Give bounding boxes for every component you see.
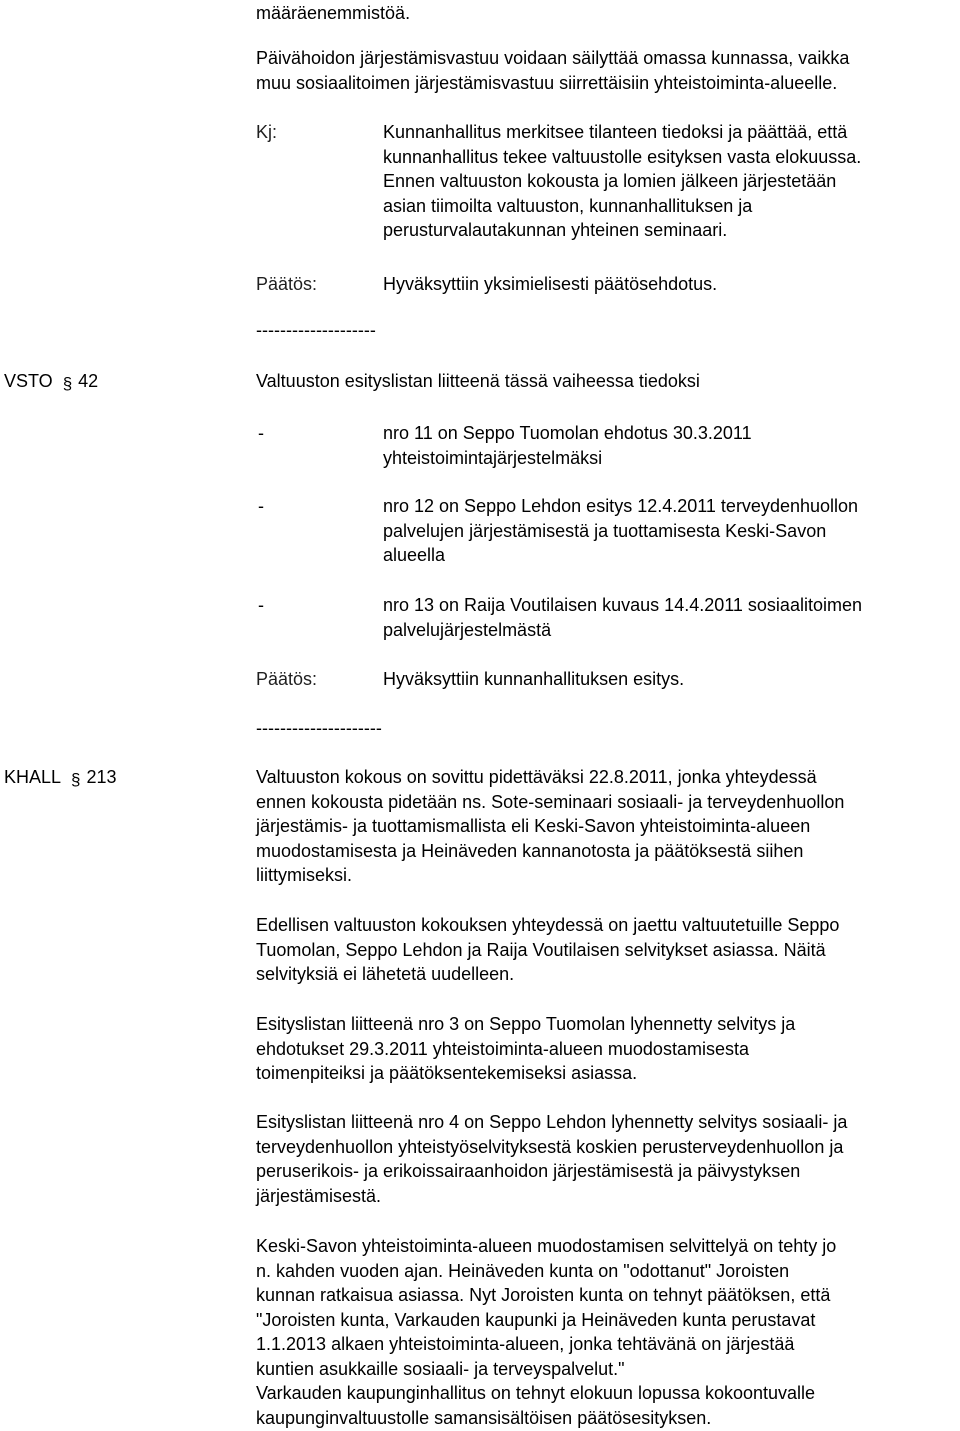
attachments-intro: Valtuuston esityslistan liitteenä tässä vaiheessa tiedoksi — [256, 371, 700, 391]
list-dash: - — [258, 595, 264, 615]
paragraph-line: n. kahden vuoden ajan. Heinäveden kunta on "odottanut" Joroisten — [256, 1260, 790, 1281]
list-item-line: nro 13 on Raija Voutilaisen kuvaus 14.4.2011 sosiaalitoimen — [383, 595, 862, 615]
daycare-paragraph — [256, 46, 849, 95]
body-code: VSTO — [4, 371, 53, 391]
proposal-line: Ennen valtuuston kokousta ja lomien jälkeen järjestetään — [383, 171, 837, 191]
paragraph-line: kuntien asukkaille sosiaali- ja terveyspalvelut." — [256, 1358, 625, 1379]
paragraph-line: järjestämisestä. — [256, 1185, 382, 1206]
decision-text: Hyväksyttiin kunnanhallituksen esitys. — [383, 669, 685, 689]
paragraph-line: Keski-Savon yhteistoiminta-alueen muodostamisen selvittelyä on tehty jo — [256, 1236, 837, 1256]
list-item-line: nro 11 on Seppo Tuomolan ehdotus 30.3.2011 — [383, 423, 752, 443]
paragraph-line: ehdotukset 29.3.2011 yhteistoiminta-alueen muodostamisesta — [256, 1038, 749, 1059]
section-sign-icon: § — [71, 770, 81, 789]
paragraph-line: Edellisen valtuuston kokouksen yhteydessä on jaettu valtuutetuille Seppo — [256, 915, 840, 935]
paragraph-line: muu sosiaalitoimen järjestämisvastuu siirrettäisiin yhteistoiminta-alueelle. — [256, 72, 838, 93]
khall-paragraph — [256, 1234, 836, 1430]
paragraph-line: Varkauden kaupunginhallitus on tehnyt elokuun lopussa kokoontuvalle — [256, 1383, 816, 1403]
list-item — [383, 421, 752, 470]
khall-paragraph — [256, 1110, 847, 1208]
decision-label: Päätös: — [256, 274, 318, 294]
paragraph-line: peruserikois- ja erikoissairaanhoidon järjestämisestä ja päivystyksen — [256, 1161, 801, 1181]
paragraph-line: "Joroisten kunta, Varkauden kaupunki ja Heinäveden kunta perustavat — [256, 1309, 816, 1330]
paragraph-line: liittymiseksi. — [256, 865, 353, 885]
paragraph-line: Esityslistan liitteenä nro 4 on Seppo Lehdon lyhennetty selvitys sosiaali- ja — [256, 1112, 848, 1132]
paragraph-line: kaupunginvaltuustolle samansisältöisen päätösesityksen. — [256, 1407, 712, 1428]
body-code: KHALL — [4, 767, 62, 787]
proposal-line: Kunnanhallitus merkitsee tilanteen tiedoksi ja päättää, että — [383, 122, 848, 142]
section-number: 213 — [86, 767, 117, 787]
khall-paragraph — [256, 913, 839, 987]
proposal-line: kunnanhallitus tekee valtuustolle esityksen vasta elokuussa. — [383, 146, 862, 167]
kj-label: Kj: — [256, 122, 278, 142]
paragraph-line: terveydenhuollon yhteistyöselvityksestä koskien perusterveydenhuollon ja — [256, 1136, 844, 1157]
paragraph-line: Valtuuston kokous on sovittu pidettäväksi 22.8.2011, jonka yhteydessä — [256, 767, 817, 787]
paragraph-line: selvityksiä ei lähetetä uudelleen. — [256, 964, 515, 984]
section-separator: --------------------- — [256, 718, 382, 738]
list-item-line: nro 12 on Seppo Lehdon esitys 12.4.2011 terveydenhuollon — [383, 496, 859, 516]
paragraph-line: toimenpiteiksi ja päätöksentekemiseksi asiassa. — [256, 1063, 638, 1083]
list-item-line: yhteistoimintajärjestelmäksi — [383, 447, 603, 468]
list-dash: - — [258, 496, 264, 516]
section-separator: -------------------- — [256, 320, 376, 340]
list-item-line: alueella — [383, 545, 446, 565]
kj-proposal — [383, 120, 861, 243]
list-item — [383, 494, 858, 568]
list-item — [383, 593, 862, 642]
decision-text: Hyväksyttiin yksimielisesti päätösehdotus. — [383, 274, 718, 294]
section-sign-icon: § — [62, 374, 73, 393]
list-item-line: palvelujen järjestämisestä ja tuottamisesta Keski-Savon — [383, 520, 827, 541]
proposal-line: perusturvalautakunnan yhteinen seminaari. — [383, 220, 728, 240]
section-reference-vsto — [4, 369, 98, 395]
paragraph-line: Esityslistan liitteenä nro 3 on Seppo Tuomolan lyhennetty selvitys ja — [256, 1014, 796, 1034]
paragraph-line: 1.1.2013 alkaen yhteistoiminta-alueen, jonka tehtävänä on järjestää — [256, 1334, 795, 1354]
khall-paragraph — [256, 1012, 795, 1086]
paragraph-line: muodostamisesta ja Heinäveden kannanotosta ja päätöksestä siihen — [256, 840, 804, 861]
paragraph-line: Päivähoidon järjestämisvastuu voidaan säilyttää omassa kunnassa, vaikka — [256, 48, 850, 68]
paragraph-line: kunnan ratkaisua asiassa. Nyt Joroisten kunta on tehnyt päätöksen, että — [256, 1285, 831, 1305]
paragraph-line: järjestämis- ja tuottamismallista eli Keski-Savon yhteistoiminta-alueen — [256, 816, 811, 836]
section-number: 42 — [78, 371, 99, 391]
paragraph-line: Tuomolan, Seppo Lehdon ja Raija Voutilaisen selvitykset asiassa. Näitä — [256, 939, 826, 960]
continued-text: määräenemmistöä. — [256, 3, 411, 23]
khall-paragraph — [256, 765, 844, 888]
proposal-line: asian tiimoilta valtuuston, kunnanhallituksen ja — [383, 195, 753, 216]
section-reference-khall — [4, 765, 117, 791]
list-item-line: palvelujärjestelmästä — [383, 619, 552, 640]
paragraph-line: ennen kokousta pidetään ns. Sote-seminaari sosiaali- ja terveydenhuollon — [256, 791, 845, 812]
decision-label: Päätös: — [256, 669, 318, 689]
list-dash: - — [258, 423, 264, 443]
